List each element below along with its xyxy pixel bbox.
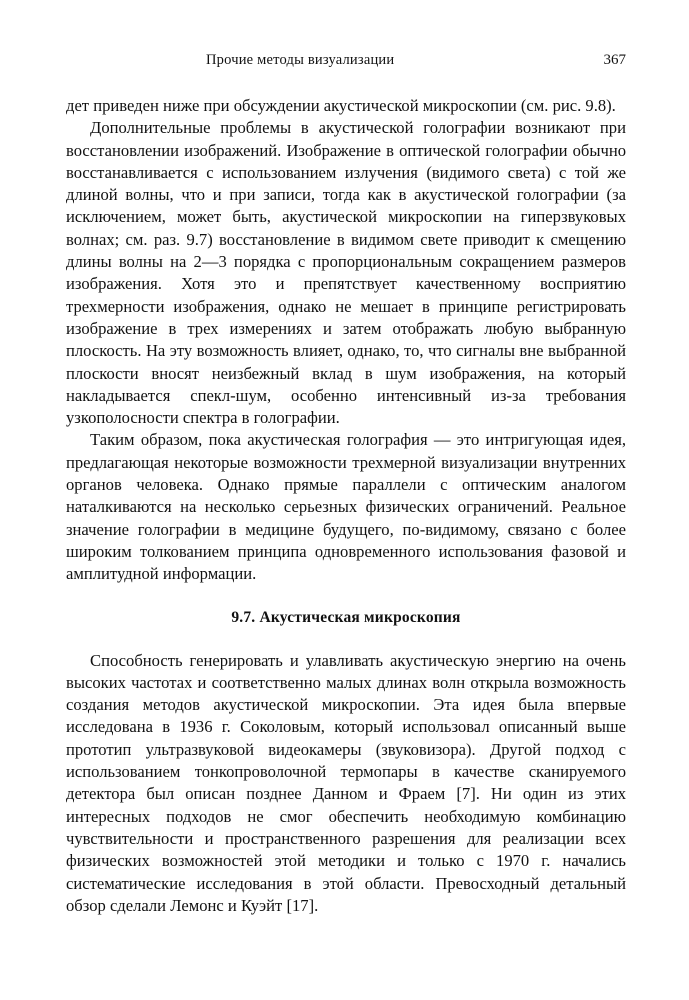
paragraph-continuation: дет приведен ниже при обсуждении акустической микроскопии (см. рис. 9.8). <box>66 96 616 115</box>
body-text <box>66 95 626 917</box>
running-header <box>66 52 626 72</box>
page-number: 367 <box>603 52 626 68</box>
paragraph-acoustic-microscopy: Способность генерировать и улавливать акустическую энергию на очень высоких частотах и соответственно малых длинах волн открыла возможность создания методов акустической микроскопии. Эта идея была впервые исследована в 1936 г. Соколовым, который использовал описанный выше прототип ультразвуковой видеокамеры (звуковизора). Другой подход с использованием тонкопроволочной термопары в качестве сканируемого детектора был описан позднее Данном и Фраем [7]. Ни один из этих интересных подходов не смог обеспечить необходимую комбинацию чувствительности и пространственного разрешения для реализации всех физических возможностей этой методики и только с 1970 г. начались систематические исследования в этой области. Превосходный детальный обзор сделали Лемонс и Куэйт [17]. <box>66 650 626 915</box>
section-heading: 9.7. Акустическая микроскопия <box>231 608 461 626</box>
paragraph-conclusion: Таким образом, пока акустическая голография — это интригующая идея, предлагающая некоторые возможности трехмерной визуализации внутренних органов человека. Однако прямые параллели с оптическим аналогом наталкиваются на несколько серьезных физических ограничений. Реальное значение голографии в медицине будущего, по-видимому, связано с более широким толкованием принципа одновременного использования фазовой и амплитудной информации. <box>66 430 626 584</box>
running-title: Прочие методы визуализации <box>206 52 395 68</box>
paragraph-reconstruction-problems: Дополнительные проблемы в акустической голографии возникают при восстановлении изображений. Изображение в оптической голографии обычно восстанавливается с использованием излучения (видимого света) с той же длиной волны, что и при записи, тогда как в акустической голографии (за исключением, может быть, акустической микроскопии на гиперзвуковых волнах; см. раз. 9.7) восстановление в видимом свете приводит к смещению длины волны на 2—3 порядка с пропорциональным сокращением размеров изображения. Хотя это и препятствует качественному восприятию трехмерности изображения, однако не мешает в принципе регистрировать изображение в трех измерениях и затем отображать любую выбранную плоскость. На эту возможность влияет, однако, то, что сигналы вне выбранной плоскости вносят неизбежный вклад в шум изображения, на который накладывается спекл-шум, особенно интенсивный из-за требования узкополосности спектра в голографии. <box>66 118 626 428</box>
